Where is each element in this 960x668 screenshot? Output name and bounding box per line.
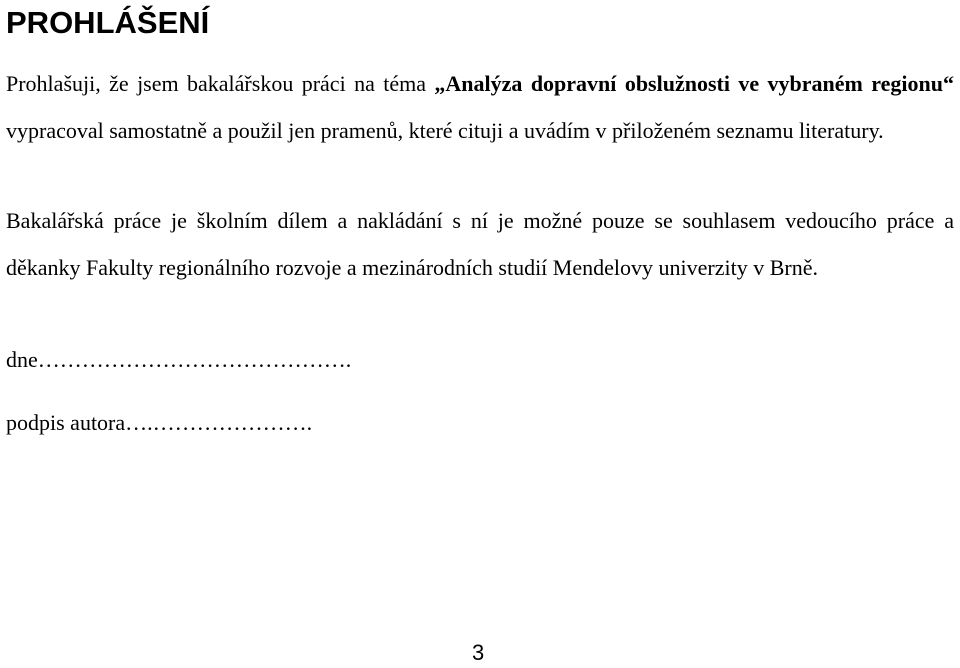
date-line: dne……………………………………. — [6, 347, 352, 372]
page-title: PROHLÁŠENÍ — [6, 5, 210, 40]
usage-statement-paragraph: Bakalářská práce je školním dílem a nakládání s ní je možné pouze se souhlasem vedoucího práce a děkanky Fakulty regionálního rozvoje a mezinárodních studií Mendelovy univerzity v Brně. — [6, 208, 954, 280]
signature-line: podpis autora….…………………. — [6, 410, 313, 435]
declaration-intro: Prohlašuji, že jsem bakalářskou práci na téma — [6, 71, 435, 96]
declaration-paragraph — [6, 60, 954, 154]
page-number: 3 — [472, 640, 485, 665]
declaration-rest: vypracoval samostatně a použil jen pramenů, které cituji a uvádím v přiloženém seznamu literatury. — [6, 118, 884, 143]
thesis-title: „Analýza dopravní obslužnosti ve vybraném regionu“ — [434, 71, 954, 96]
